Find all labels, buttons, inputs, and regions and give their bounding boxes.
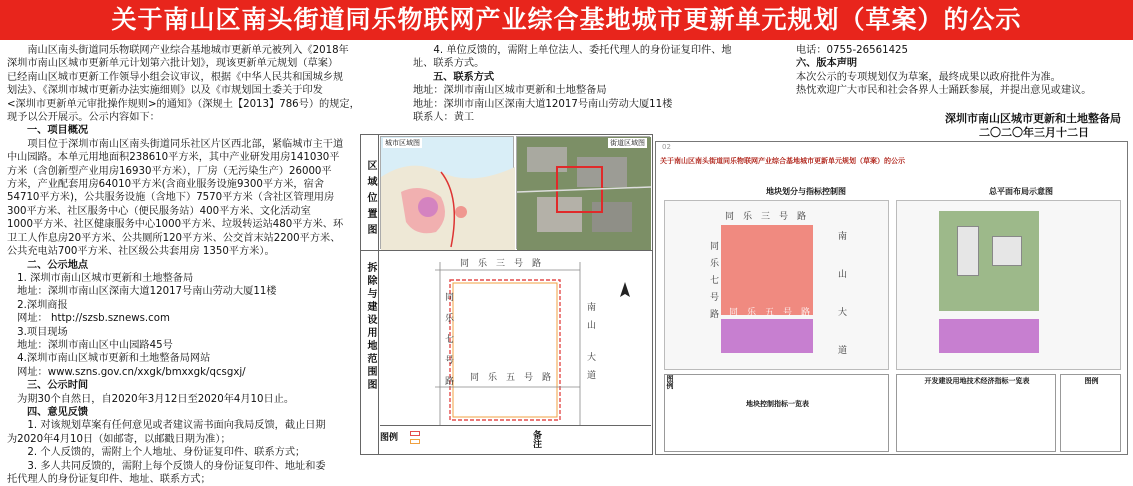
section-heading-version: 六、版本声明 xyxy=(796,58,858,70)
legend-items xyxy=(410,429,420,445)
street-region-aerial xyxy=(517,137,651,250)
feedback-line: 1. 对该规划草案有任何意见或者建议需书面向我局反馈，截止日期 xyxy=(7,420,326,432)
building xyxy=(957,226,979,276)
overview-line: 1000平方米、社区健康服务中心1000平方米、垃圾转运站480平方米、环 xyxy=(7,219,344,231)
text-column-3 xyxy=(796,44,1126,98)
contact-phone: 电话：0755-26561425 xyxy=(796,45,909,56)
location-map-label: 区域位置图 xyxy=(365,160,376,240)
feedback-line: 托代理人的身份证复印件、地址、联系方式； xyxy=(7,474,211,485)
plot-index-table-title: 地块控制指标一览表 xyxy=(746,400,809,408)
section-heading-location: 二、公示地点 xyxy=(27,259,89,271)
site-plan-legend xyxy=(1060,374,1121,452)
road-label-top: 同 乐 三 号 路 xyxy=(460,259,542,269)
site-plan-greenery xyxy=(939,211,1039,311)
planning-board xyxy=(655,141,1128,455)
inset-label: 城市区域图 xyxy=(385,139,420,147)
section-heading-overview: 一、项目概况 xyxy=(27,125,89,137)
road-label-right: 南 山 大 道 xyxy=(836,231,846,364)
overview-line: 卫工人作息房20平方米、公共厕所120平方米、公交首末站2200平方米、 xyxy=(7,232,341,244)
overview-line: 54710平方米)，公共服务设施（含地下）7570平方米（含社区管理用房 xyxy=(7,192,335,204)
city-region-map-graphic xyxy=(381,137,515,250)
planning-board-title: 关于南山区南头街道同乐物联网产业综合基地城市更新单元规划（草案）的公示 xyxy=(660,157,905,165)
divider xyxy=(378,134,379,455)
legend-strip xyxy=(380,425,651,454)
section-heading-contact: 五、联系方式 xyxy=(433,71,495,83)
page-title-banner xyxy=(0,0,1133,40)
overview-line: 公共充电站700平方米、社区级公共套用房 1350平方米）。 xyxy=(7,246,275,258)
site-plan-map xyxy=(896,200,1121,370)
site-plan-title: 总平面布局示意图 xyxy=(989,187,1053,196)
feedback-line: 2. 个人反馈的，需附上个人地址、身份证复印件、联系方式； xyxy=(7,447,306,459)
intro-line: 现予以公开展示。公示内容如下： xyxy=(7,112,160,124)
intro-line: 南山区南头街道同乐物联网产业综合基地城市更新单元被列入《2018年 xyxy=(7,45,349,56)
contact-line: 联系人：黄工 xyxy=(413,112,475,124)
plot-purple xyxy=(721,319,813,353)
intro-line: 深圳市南山区城市更新单元计划第六批计划》，现该更新单元规划（草案） xyxy=(7,58,339,70)
demolition-map-label: 拆除与建设用地范围图 xyxy=(365,262,376,392)
text-column-1 xyxy=(7,44,407,486)
signature-org: 深圳市南山区城市更新和土地整备局 xyxy=(945,112,1121,125)
intro-line: 划法》、《深圳市城市更新办法实施细则》以及《市规划国土委关于印发 xyxy=(7,85,323,97)
overview-line: 项目位于深圳市南山区南头街道同乐社区片区西北部，紧临城市主干道 xyxy=(7,138,344,150)
section-heading-time: 三、公示时间 xyxy=(27,380,89,392)
contact-line: 地址：深圳市南山区城市更新和土地整备局 xyxy=(413,85,607,97)
location-line: 地址：深圳市南山区中山园路45号 xyxy=(7,339,173,351)
remark-label: 备注 xyxy=(531,430,541,448)
feedback-line: 4. 单位反馈的，需附上单位法人、委托代理人的身份证复印件、地 xyxy=(413,45,732,56)
overview-line: 方米，产业配套用房64010平方米(含商业服务设施9300平方米，宿舍 xyxy=(7,179,324,191)
demolition-map-graphic xyxy=(380,252,651,425)
location-line: 网址： http://szsb.sznews.com xyxy=(7,313,170,325)
road-label-bottom: 同 乐 五 号 路 xyxy=(729,308,811,318)
location-line: 1. 深圳市南山区城市更新和土地整备局 xyxy=(7,272,194,284)
road-label-bottom: 同 乐 五 号 路 xyxy=(470,373,552,383)
version-line: 本次公示的专项规划仅为草案，最终成果以政府批件为准。 xyxy=(796,71,1061,83)
page-title: 关于南山区南头街道同乐物联网产业综合基地城市更新单元规划（草案）的公示 xyxy=(111,5,1022,34)
location-line: 2.深圳商报 xyxy=(7,299,68,311)
site-plan-purple xyxy=(939,319,1039,353)
signature-date: 二〇二〇年三月十二日 xyxy=(979,126,1089,139)
legend-swatch xyxy=(410,439,420,444)
text-column-2 xyxy=(413,44,783,124)
divider xyxy=(360,250,653,251)
tech-index-table xyxy=(896,374,1056,452)
plot-division-title: 地块划分与指标控制图 xyxy=(766,187,846,196)
overview-line: 方米（含创新型产业用房16930平方米），厂房（无污染生产）26000平 xyxy=(7,165,332,177)
building xyxy=(992,236,1022,266)
city-region-map xyxy=(380,136,514,249)
location-line: 3.项目现场 xyxy=(7,326,68,338)
legend-swatch xyxy=(410,431,420,436)
feedback-line: 址、联系方式。 xyxy=(413,58,485,70)
feedback-line: 3. 多人共同反馈的，需附上每个反馈人的身份证复印件、地址和委 xyxy=(7,460,326,472)
road-label-right-2: 大 道 xyxy=(585,352,595,379)
street-region-map xyxy=(516,136,650,249)
overview-line: 中山园路。本单元用地面积238610平方米，其中产业研发用房141030平 xyxy=(7,152,340,164)
legend-label: 图例 xyxy=(380,433,399,443)
demolition-map xyxy=(380,252,651,425)
contact-line: 地址：深圳市南山区深南大道12017号南山劳动大厦11楼 xyxy=(413,98,673,110)
location-line: 4.深圳市南山区城市更新和土地整备局网站 xyxy=(7,353,211,365)
inset-label: 街道区域图 xyxy=(610,139,645,147)
plot-index-table xyxy=(664,374,889,452)
intro-line: 已经南山区城市更新工作领导小组会议审议，根据《中华人民共和国城乡规 xyxy=(7,71,344,83)
road-label-left: 同乐七号路 xyxy=(443,292,453,397)
legend-label: 图例 xyxy=(666,375,674,389)
section-heading-feedback: 四、意见反馈 xyxy=(27,406,89,418)
tech-index-table-title: 开发建设用地技术经济指标一览表 xyxy=(924,377,1030,385)
page-number: 02 xyxy=(662,143,671,151)
intro-line: <深圳市更新单元审批操作规则>的通知》（深规土【2013】786号）的规定， xyxy=(7,98,360,110)
road-label-right-1: 南 山 xyxy=(585,302,595,329)
road-label-left: 同乐七号路 xyxy=(708,241,718,326)
location-line: 地址：深圳市南山区深南大道12017号南山劳动大厦11楼 xyxy=(7,286,277,298)
legend-label: 图例 xyxy=(1084,377,1099,385)
road-label-top: 同 乐 三 号 路 xyxy=(725,212,807,222)
feedback-line: 为2020年4月10日（如邮寄，以邮戳日期为准）； xyxy=(7,433,231,445)
location-line: 网址：www.szns.gov.cn/xxgk/bmxxgk/qcsgxj/ xyxy=(7,366,246,378)
overview-line: 300平方米、社区服务中心（便民服务站）400平方米、文化活动室 xyxy=(7,205,311,217)
plot-division-map xyxy=(664,200,889,370)
plot-red xyxy=(721,225,813,315)
version-line: 热忱欢迎广大市民和社会各界人士踊跃参展，并提出意见或建议。 xyxy=(796,85,1092,97)
time-line: 为期30个自然日，自2020年3月12日至2020年4月10日止。 xyxy=(7,393,295,405)
